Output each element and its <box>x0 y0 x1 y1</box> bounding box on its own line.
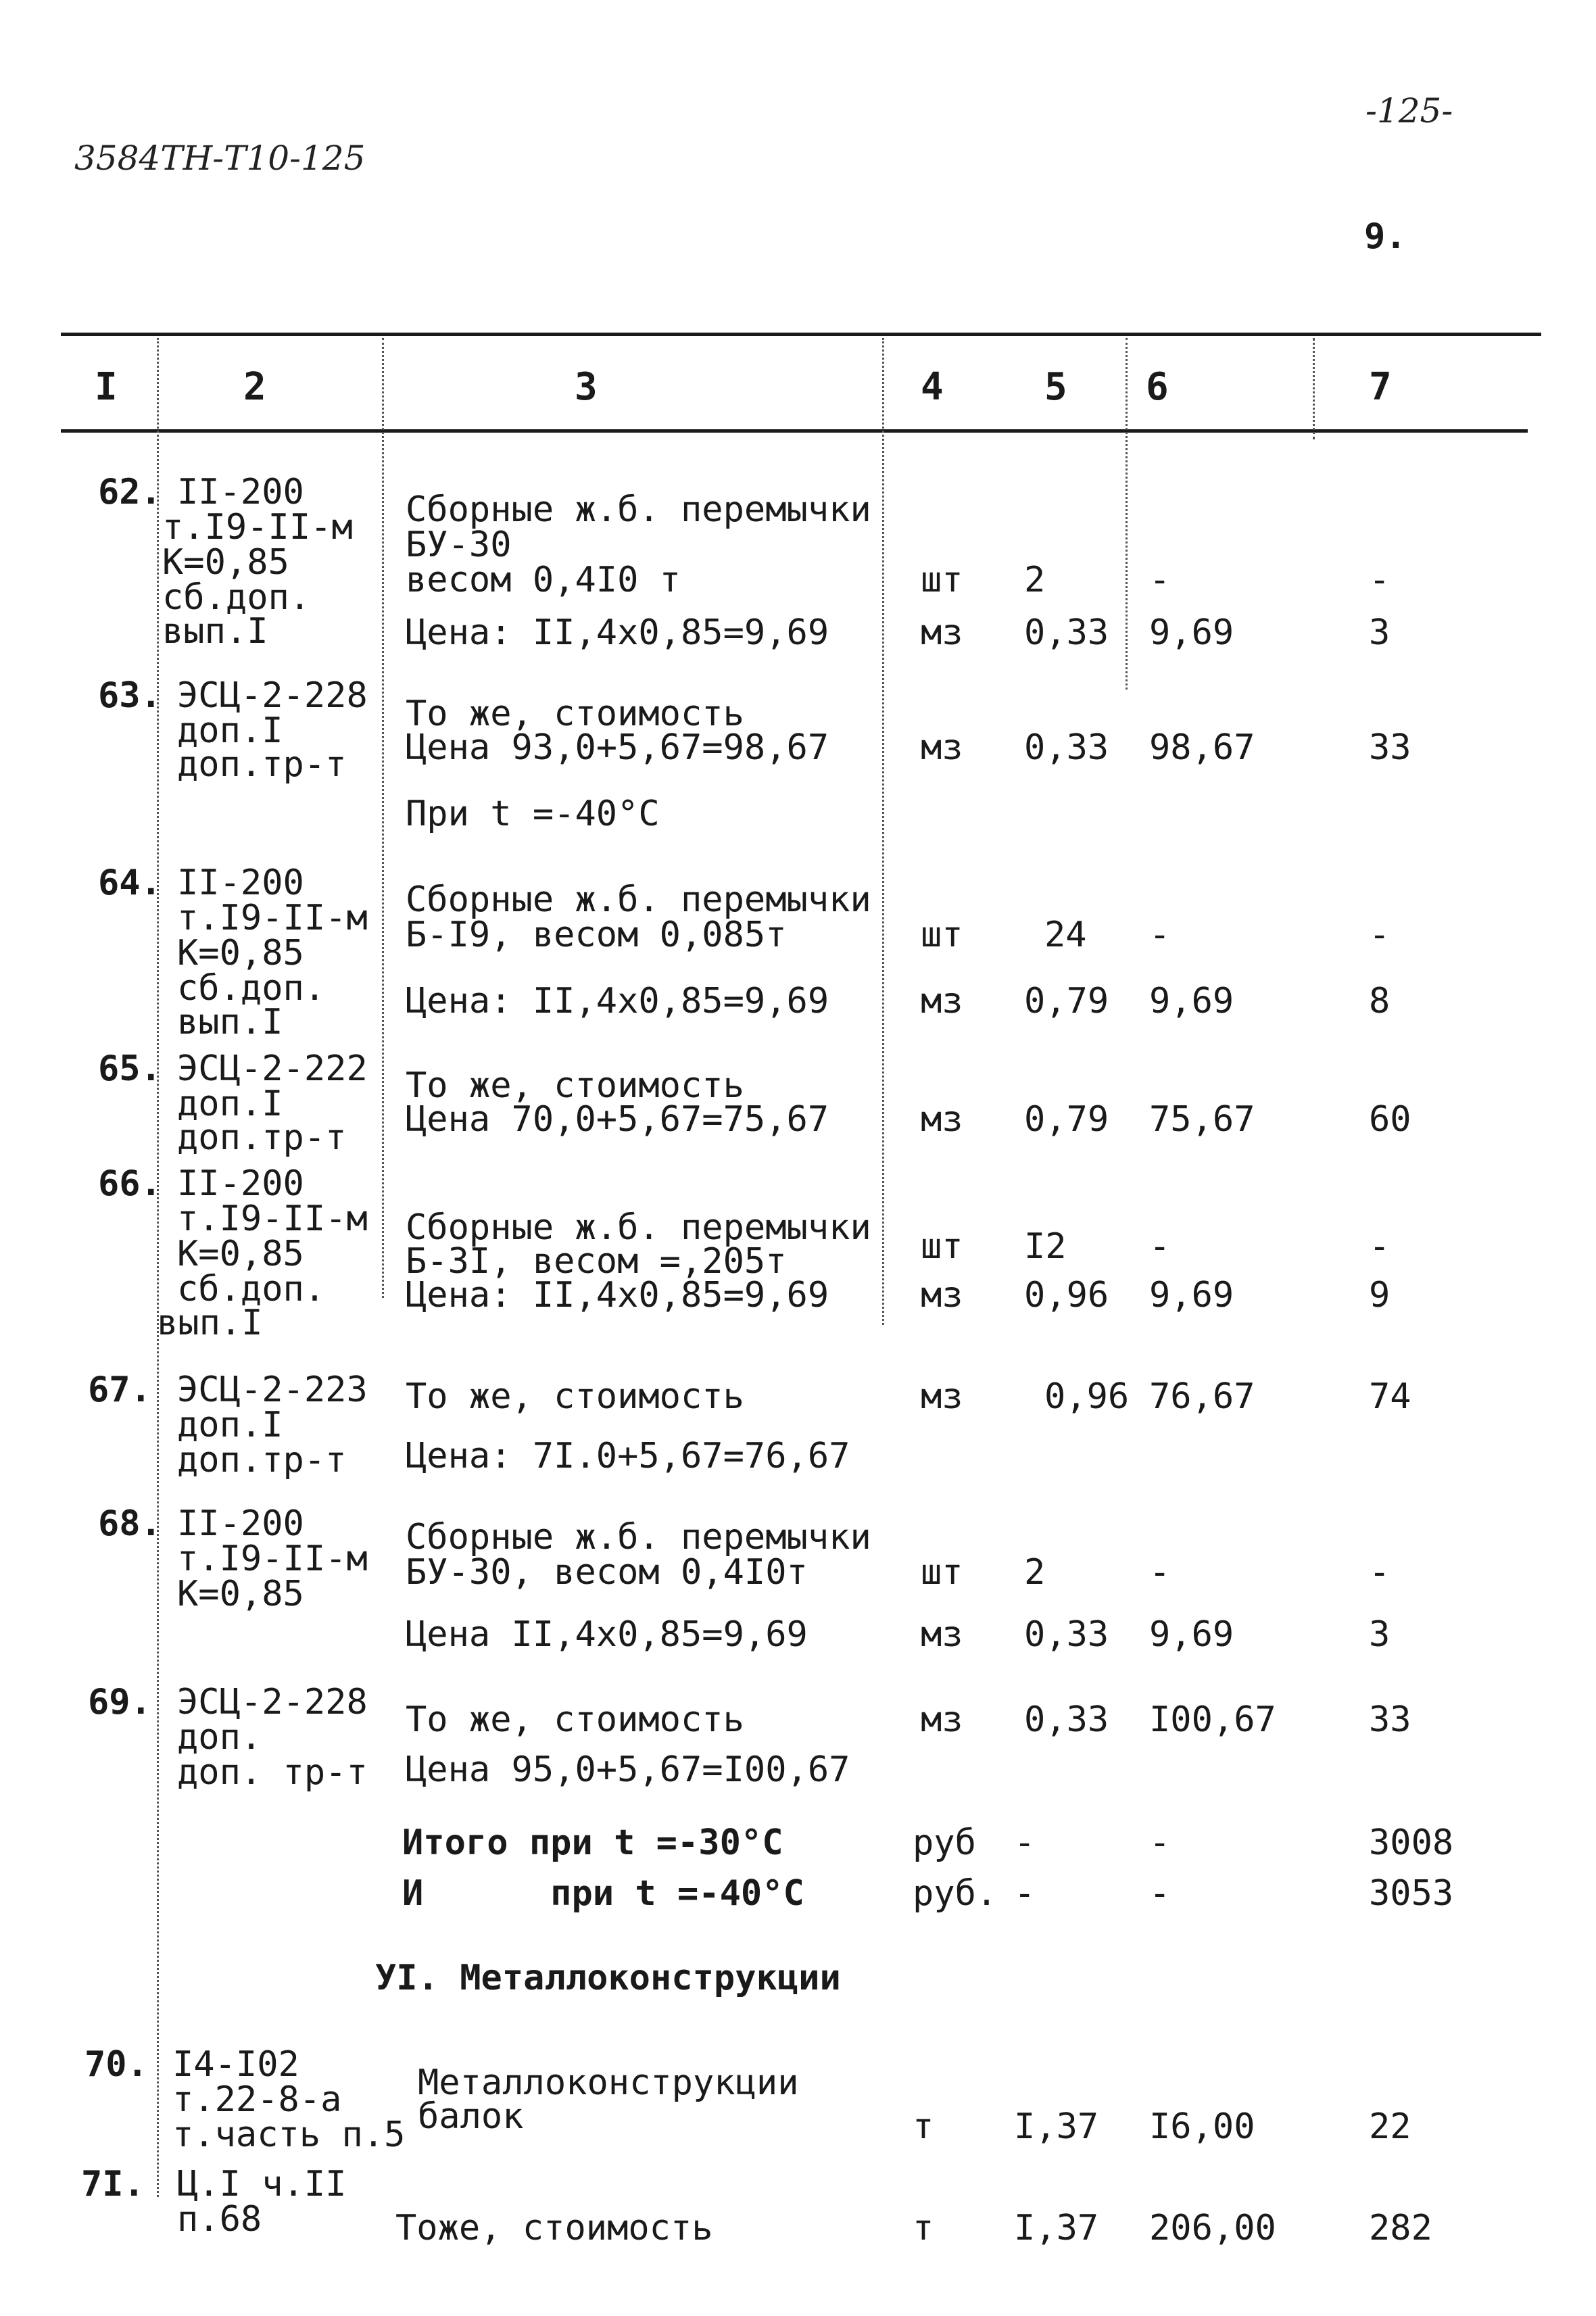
unit-cell: мз <box>921 1275 963 1316</box>
code-line: ЭСЦ-2-228 <box>177 675 368 716</box>
description-line: Сборные ж.б. перемычки <box>406 489 871 530</box>
row-number: 62. <box>98 472 162 512</box>
price-cell: - <box>1149 560 1171 600</box>
code-line: вып.I <box>162 611 268 652</box>
code-line: доп.тр-т <box>177 744 347 785</box>
description-line: Сборные ж.б. перемычки <box>406 879 871 920</box>
unit-cell: руб. <box>913 1873 998 1914</box>
price-cell: 9,69 <box>1149 981 1234 1021</box>
column-header-3: 3 <box>575 365 598 409</box>
quantity-cell: 0,33 <box>1024 727 1109 768</box>
quantity-cell: 0,96 <box>1024 1275 1109 1316</box>
row-number: 66. <box>98 1163 162 1204</box>
description-line: Тоже, стоимость <box>395 2208 713 2248</box>
code-line: ЭСЦ-2-228 <box>177 1682 368 1722</box>
total-cell: 282 <box>1369 2208 1432 2248</box>
description-line: То же, стоимость <box>406 1699 744 1740</box>
total-cell: - <box>1369 1226 1391 1267</box>
code-line: К=0,85 <box>177 933 304 973</box>
price-cell: - <box>1149 915 1171 955</box>
column-divider <box>1313 338 1315 439</box>
column-header-6: 6 <box>1146 365 1169 409</box>
code-line: ЭСЦ-2-223 <box>177 1370 368 1410</box>
code-line: II-200 <box>177 1503 304 1544</box>
section-title: УI. Металлоконструкции <box>375 1958 841 1998</box>
total-label: Итого при t =-30°С <box>402 1823 783 1863</box>
row-number: 64. <box>98 863 162 903</box>
column-divider <box>1126 338 1128 690</box>
description-line: балок <box>418 2096 524 2137</box>
quantity-cell: 0,96 <box>1044 1376 1130 1417</box>
total-label: И при t =-40°С <box>402 1873 804 1914</box>
price-cell: 98,67 <box>1149 727 1255 768</box>
code-line: К=0,85 <box>177 1234 304 1274</box>
table-header-rule <box>61 429 1528 433</box>
total-cell: 3 <box>1369 1614 1391 1655</box>
unit-cell: мз <box>921 1614 963 1655</box>
total-cell: 3 <box>1369 612 1391 653</box>
total-cell: 33 <box>1369 727 1411 768</box>
quantity-cell: 2 <box>1024 560 1046 600</box>
description-line: Цена II,4х0,85=9,69 <box>406 1614 808 1655</box>
quantity-cell: - <box>1014 1873 1036 1914</box>
description-line: Цена: II,4х0,85=9,69 <box>406 981 829 1021</box>
price-cell: 206,00 <box>1149 2208 1276 2248</box>
price-cell: - <box>1149 1226 1171 1267</box>
unit-cell: шт <box>921 1226 963 1267</box>
column-header-2: 2 <box>243 365 266 409</box>
code-line: т.I9-II-м <box>177 898 368 938</box>
column-header-4: 4 <box>921 365 944 409</box>
total-cell: 22 <box>1369 2106 1411 2147</box>
unit-cell: мз <box>921 1099 963 1140</box>
price-cell: 76,67 <box>1149 1376 1255 1417</box>
description-line: То же, стоимость <box>406 1065 744 1106</box>
code-line: К=0,85 <box>177 1574 304 1614</box>
description-line: Цена: II,4х0,85=9,69 <box>406 1275 829 1316</box>
quantity-cell: 24 <box>1044 915 1087 955</box>
code-line: т.I9-II-м <box>177 1199 368 1239</box>
code-line: доп. <box>177 1717 262 1758</box>
description-line: БУ-30 <box>406 525 512 565</box>
description-line: То же, стоимость <box>406 1376 744 1417</box>
total-cell: 74 <box>1369 1376 1411 1417</box>
code-line: Ц.I ч.II <box>177 2164 347 2204</box>
table-top-rule <box>61 333 1541 336</box>
row-number: 65. <box>98 1048 162 1089</box>
description-line: При t =-40°С <box>406 794 660 834</box>
unit-cell: мз <box>921 1376 963 1417</box>
unit-cell: мз <box>921 612 963 653</box>
code-line: доп.тр-т <box>177 1440 347 1480</box>
code-line: К=0,85 <box>162 542 289 583</box>
total-cell: 60 <box>1369 1099 1411 1140</box>
code-line: п.68 <box>177 2199 262 2240</box>
description-line: Сборные ж.б. перемычки <box>406 1207 871 1248</box>
quantity-cell: - <box>1014 1823 1036 1863</box>
unit-cell: мз <box>921 727 963 768</box>
column-divider <box>382 338 384 1298</box>
row-number: 69. <box>88 1682 151 1722</box>
quantity-cell: 0,79 <box>1024 1099 1109 1140</box>
code-line: II-200 <box>177 1163 304 1204</box>
code-line: доп.I <box>177 710 283 751</box>
unit-cell: шт <box>921 915 963 955</box>
page-number: -125- <box>1365 91 1453 130</box>
column-divider <box>882 338 884 1325</box>
code-line: сб.доп. <box>162 577 311 618</box>
description-line: БУ-30, весом 0,4I0т <box>406 1552 808 1593</box>
code-line: доп. тр-т <box>177 1752 368 1793</box>
total-cell: - <box>1369 915 1391 955</box>
description-line: Цена 93,0+5,67=98,67 <box>406 727 829 768</box>
code-line: сб.доп. <box>177 1269 326 1309</box>
code-line: т.I9-II-м <box>162 507 353 548</box>
document-code: 3584ТН-Т10-125 <box>74 139 366 178</box>
description-line: Цена 70,0+5,67=75,67 <box>406 1099 829 1140</box>
unit-cell: т <box>913 2208 934 2248</box>
column-header-1: I <box>95 365 118 409</box>
code-line: т.часть п.5 <box>172 2115 406 2155</box>
description-line: То же, стоимость <box>406 694 744 734</box>
column-divider <box>157 338 159 2197</box>
row-number: 68. <box>98 1503 162 1544</box>
quantity-cell: I,37 <box>1014 2106 1099 2147</box>
row-number: 7I. <box>81 2164 145 2204</box>
description-line: Цена: II,4х0,85=9,69 <box>406 612 829 653</box>
price-cell: 9,69 <box>1149 1614 1234 1655</box>
unit-cell: мз <box>921 1699 963 1740</box>
row-number: 67. <box>88 1370 151 1410</box>
description-line: Б-3I, весом =,205т <box>406 1241 787 1282</box>
code-line: II-200 <box>177 472 304 512</box>
row-number: 70. <box>84 2044 148 2085</box>
row-number: 63. <box>98 675 162 716</box>
code-line: вып.I <box>177 1002 283 1042</box>
column-header-7: 7 <box>1369 365 1392 409</box>
unit-cell: руб <box>913 1823 976 1863</box>
price-cell: - <box>1149 1873 1171 1914</box>
total-cell: 8 <box>1369 981 1391 1021</box>
code-line: вып.I <box>157 1303 263 1343</box>
unit-cell: т <box>913 2106 934 2147</box>
unit-cell: мз <box>921 981 963 1021</box>
code-line: доп.I <box>177 1084 283 1124</box>
sheet-number: 9. <box>1364 216 1407 257</box>
price-cell: 9,69 <box>1149 1275 1234 1316</box>
code-line: доп.I <box>177 1405 283 1445</box>
column-header-5: 5 <box>1044 365 1067 409</box>
code-line: доп.тр-т <box>177 1117 347 1158</box>
quantity-cell: I,37 <box>1014 2208 1099 2248</box>
description-line: Цена 95,0+5,67=I00,67 <box>406 1750 850 1790</box>
code-line: сб.доп. <box>177 968 326 1009</box>
code-line: т.I9-II-м <box>177 1539 368 1579</box>
description-line: Сборные ж.б. перемычки <box>406 1517 871 1558</box>
unit-cell: шт <box>921 560 963 600</box>
unit-cell: шт <box>921 1552 963 1593</box>
code-line: ЭСЦ-2-222 <box>177 1048 368 1089</box>
price-cell: 9,69 <box>1149 612 1234 653</box>
total-cell: - <box>1369 560 1391 600</box>
price-cell: - <box>1149 1823 1171 1863</box>
description-line: Цена: 7I.0+5,67=76,67 <box>406 1436 850 1476</box>
price-cell: I00,67 <box>1149 1699 1276 1740</box>
quantity-cell: 0,33 <box>1024 612 1109 653</box>
quantity-cell: 2 <box>1024 1552 1046 1593</box>
description-line: Металлоконструкции <box>418 2062 799 2103</box>
total-cell: - <box>1369 1552 1391 1593</box>
code-line: т.22-8-а <box>172 2079 342 2120</box>
quantity-cell: 0,33 <box>1024 1699 1109 1740</box>
code-line: I4-I02 <box>172 2044 299 2085</box>
price-cell: I6,00 <box>1149 2106 1255 2147</box>
description-line: Б-I9, весом 0,085т <box>406 915 787 955</box>
total-cell: 33 <box>1369 1699 1411 1740</box>
price-cell: - <box>1149 1552 1171 1593</box>
total-cell: 3008 <box>1369 1823 1454 1863</box>
total-cell: 9 <box>1369 1275 1391 1316</box>
total-cell: 3053 <box>1369 1873 1454 1914</box>
quantity-cell: 0,79 <box>1024 981 1109 1021</box>
description-line: весом 0,4I0 т <box>406 560 681 600</box>
price-cell: 75,67 <box>1149 1099 1255 1140</box>
quantity-cell: 0,33 <box>1024 1614 1109 1655</box>
code-line: II-200 <box>177 863 304 903</box>
quantity-cell: I2 <box>1024 1226 1067 1267</box>
